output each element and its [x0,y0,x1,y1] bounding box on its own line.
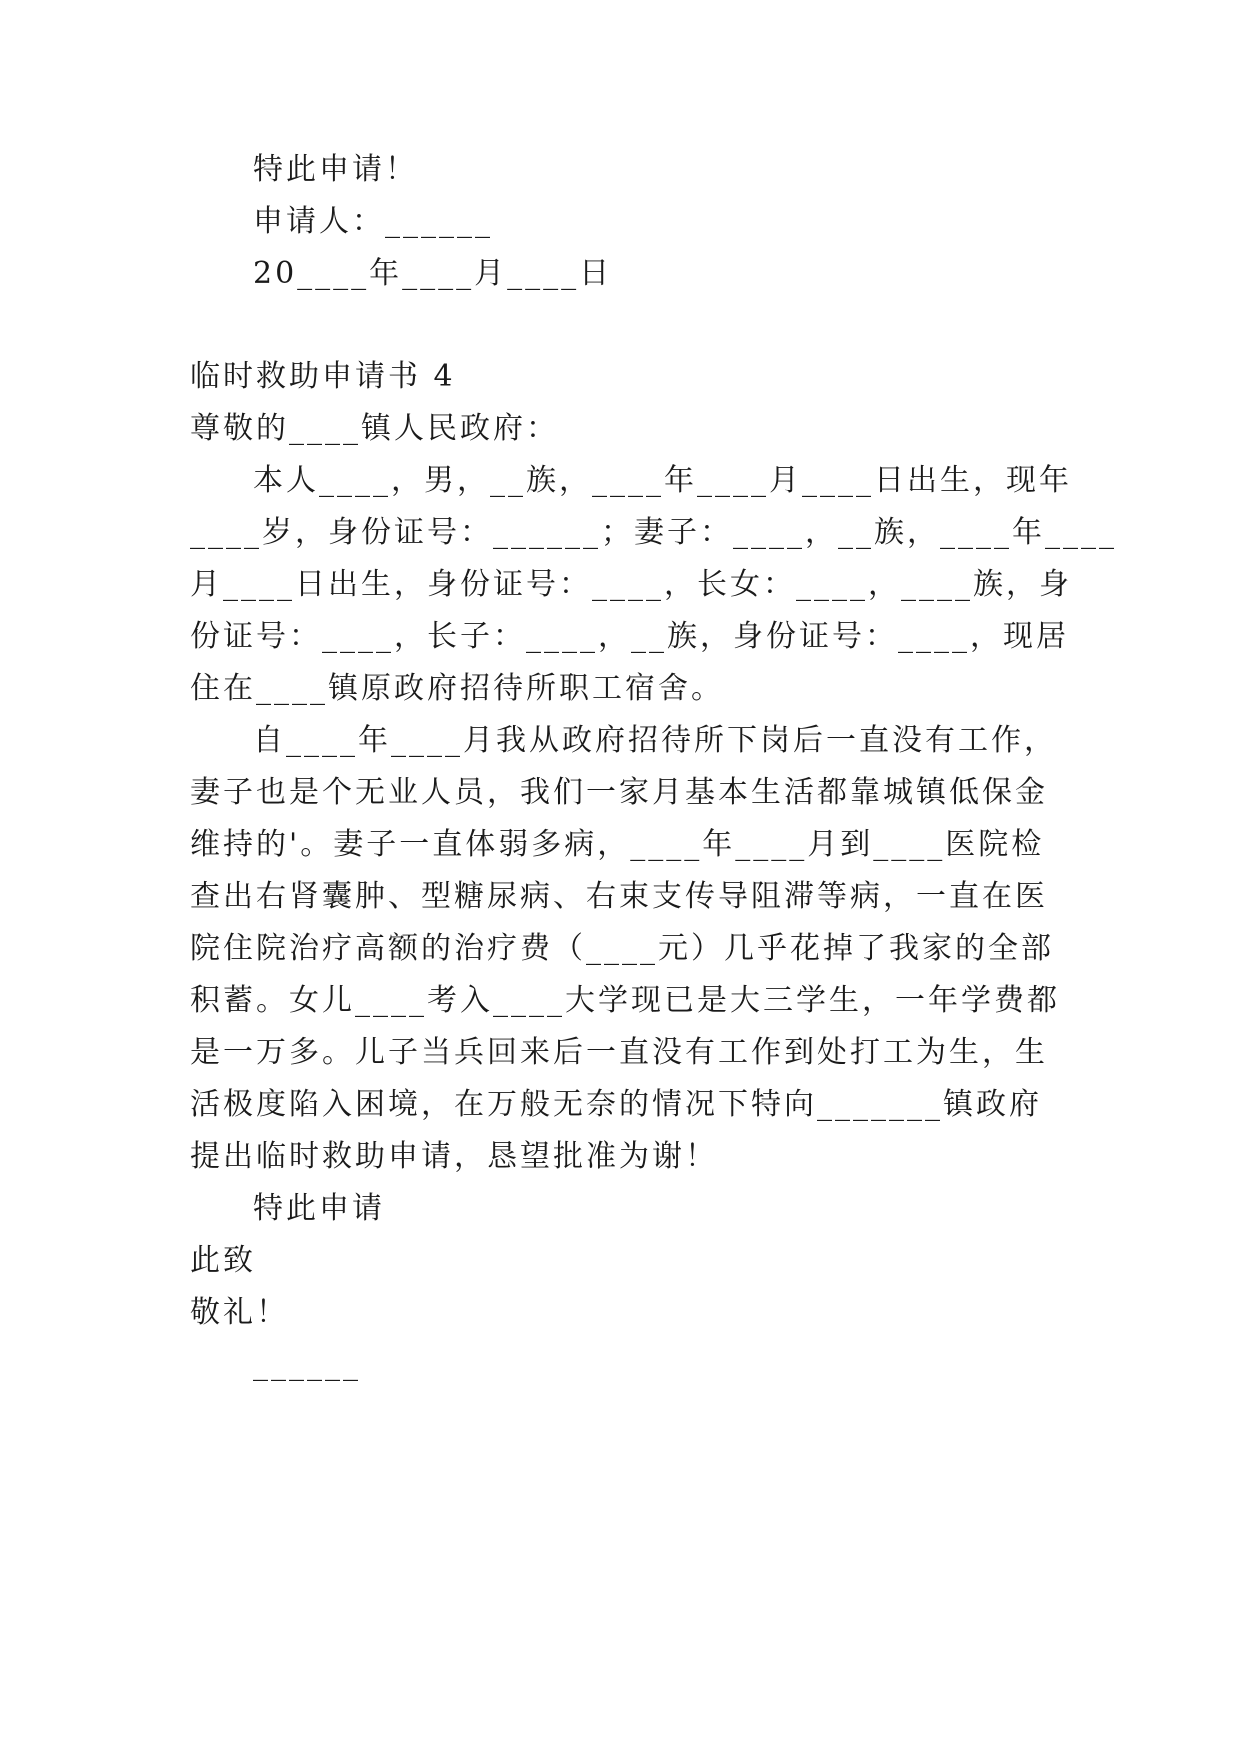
closing-line-top: 特此申请！ [253,152,418,187]
regards-line-1: 此致 [190,1243,256,1278]
body-line: 积蓄。女儿____考入____大学现已是大三学生，一年学费都 [190,983,1060,1018]
body-line: 月____日出生，身份证号：____，长女：____，____族，身 [190,567,1072,602]
regards-line-2: 敬礼！ [190,1295,289,1330]
body-line: 本人____，男，__族，____年____月____日出生，现年 [253,463,1072,498]
body-line: ____岁，身份证号：______；妻子：____，__族，____年____ [190,515,1117,550]
body-line: 查出右肾囊肿、型糖尿病、右束支传导阻滞等病，一直在医 [190,879,1048,914]
applicant-line: 申请人：______ [253,204,493,239]
body-line: 活极度陷入困境，在万般无奈的情况下特向_______镇政府 [190,1087,1042,1122]
body-line: 住在____镇原政府招待所职工宿舍。 [190,671,724,706]
salutation: 尊敬的____镇人民政府： [190,411,559,446]
closing-line: 特此申请 [253,1191,385,1226]
body-line: 妻子也是个无业人员，我们一家月基本生活都靠城镇低保金 [190,775,1048,810]
body-line: 自____年____月我从政府招待所下岗后一直没有工作， [253,723,1057,758]
body-line: 是一万多。儿子当兵回来后一直没有工作到处打工为生，生 [190,1035,1048,1070]
letter-heading: 临时救助申请书 4 [190,359,456,394]
body-line: 份证号：____，长子：____，__族，身份证号：____，现居 [190,619,1069,654]
signature-blank: ______ [253,1347,361,1382]
date-line: 20____年____月____日 [253,256,613,291]
body-line: 提出临时救助申请，恳望批准为谢！ [190,1139,718,1174]
body-line: 维持的'。妻子一直体弱多病，____年____月到____医院检 [190,827,1045,862]
body-line: 院住院治疗高额的治疗费（____元）几乎花掉了我家的全部 [190,931,1054,966]
